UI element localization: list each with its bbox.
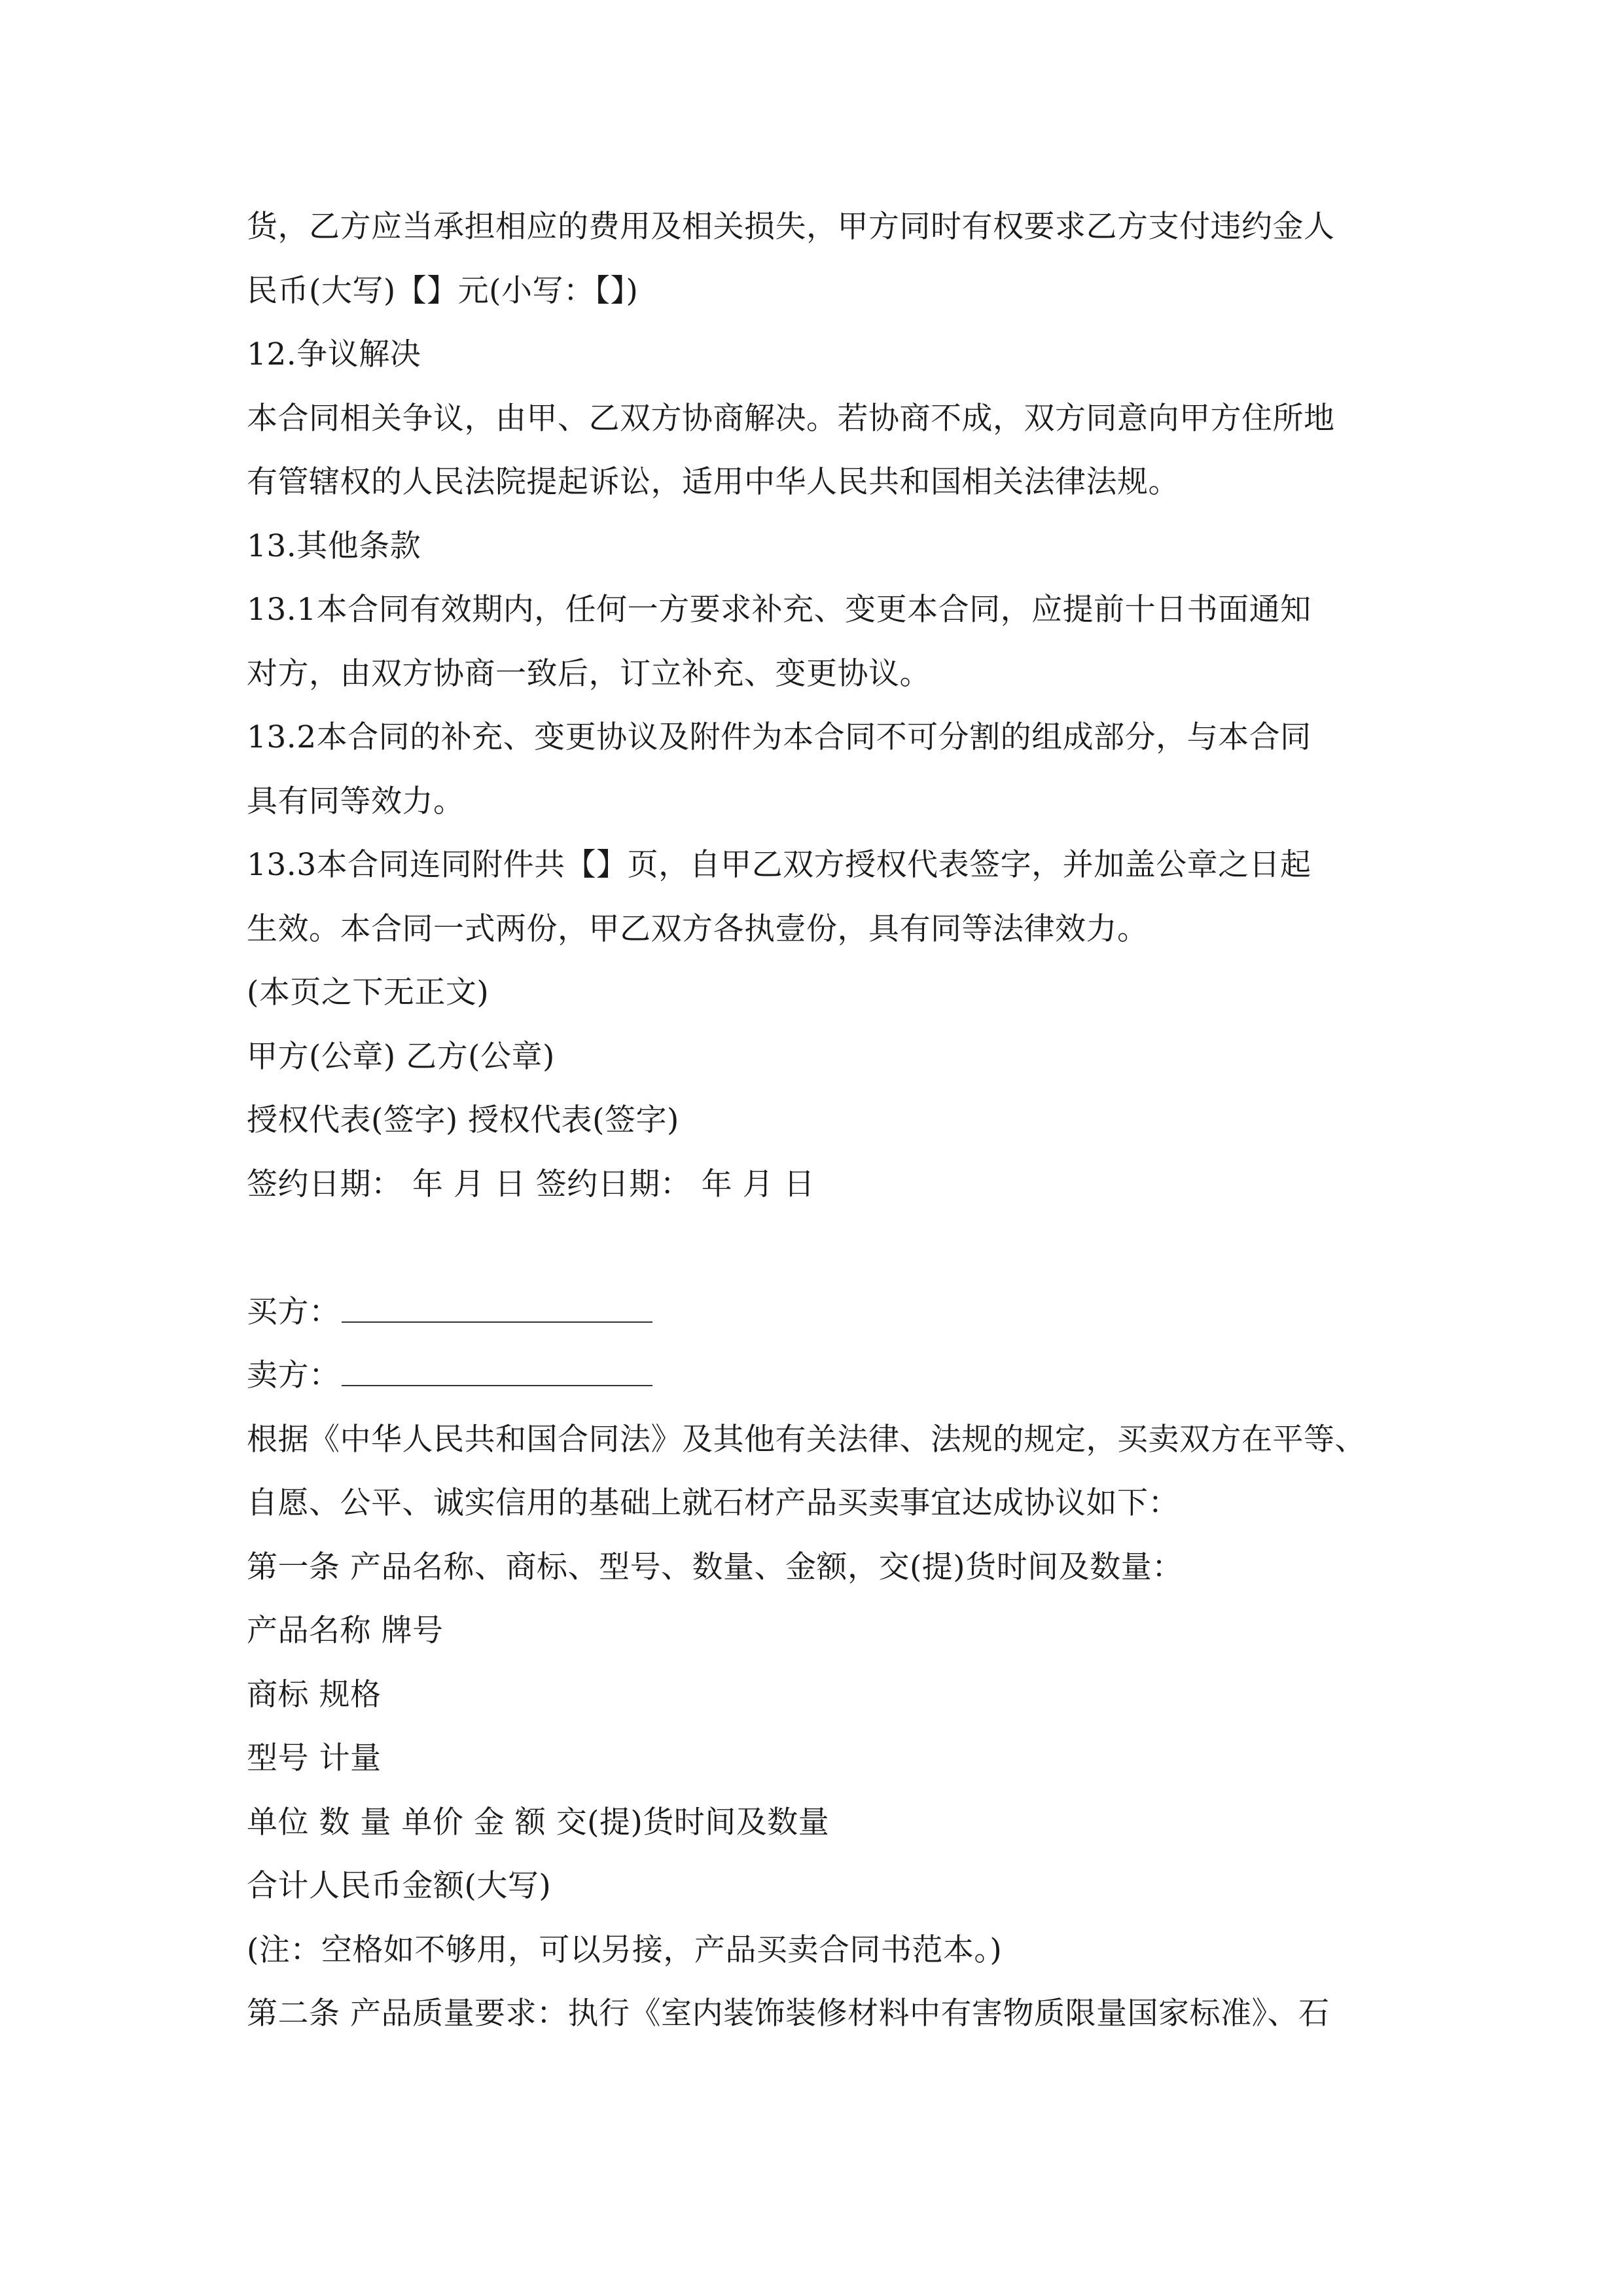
- text-line: 对方，由双方协商一致后，订立补充、变更协议。: [247, 655, 931, 692]
- seal-line: 甲方(公章) 乙方(公章): [247, 1038, 555, 1075]
- seller-blank-field: [342, 1385, 652, 1386]
- text-line: 13.3本合同连同附件共【】页，自甲乙双方授权代表签字，并加盖公章之日起: [247, 847, 1311, 883]
- blank-gap: [247, 1216, 1385, 1280]
- document-page: [247, 195, 1385, 2046]
- buyer-label: 买方：: [247, 1293, 340, 1330]
- seller-label: 卖方：: [247, 1357, 340, 1393]
- note-line: (注：空格如不够用，可以另接，产品买卖合同书范本。): [247, 1931, 1003, 1968]
- section-heading: 13.其他条款: [247, 528, 421, 564]
- section-heading: 12.争议解决: [247, 336, 421, 372]
- seller-row: [247, 1344, 1385, 1408]
- text-line: 合计人民币金额(大写): [247, 1868, 552, 1904]
- buyer-blank-field: [342, 1321, 652, 1323]
- buyer-row: [247, 1280, 1385, 1344]
- text-line: 具有同等效力。: [247, 783, 465, 819]
- text-line: 货，乙方应当承担相应的费用及相关损失，甲方同时有权要求乙方支付违约金人: [247, 209, 1335, 245]
- sign-date-line: 签约日期： 年 月 日 签约日期： 年 月 日: [247, 1166, 815, 1202]
- text-line: 13.1本合同有效期内，任何一方要求补充、变更本合同，应提前十日书面通知: [247, 592, 1311, 628]
- text-line: 民币(大写)【】元(小写：【】): [247, 272, 639, 309]
- article-heading: 第一条 产品名称、商标、型号、数量、金额，交(提)货时间及数量：: [247, 1549, 1183, 1585]
- text-line: 生效。本合同一式两份，甲乙双方各执壹份，具有同等法律效力。: [247, 910, 1149, 947]
- text-line: 商标 规格: [247, 1676, 382, 1713]
- text-line: (本页之下无正文): [247, 975, 490, 1011]
- text-line: 产品名称 牌号: [247, 1613, 444, 1649]
- text-line: 本合同相关争议，由甲、乙双方协商解决。若协商不成，双方同意向甲方住所地: [247, 400, 1335, 437]
- article-heading: 第二条 产品质量要求：执行《室内装饰装修材料中有害物质限量国家标准》、石: [247, 1996, 1330, 2032]
- text-line: 有管辖权的人民法院提起诉讼，适用中华人民共和国相关法律法规。: [247, 464, 1179, 500]
- text-line: 型号 计量: [247, 1740, 382, 1776]
- text-line: 13.2本合同的补充、变更协议及附件为本合同不可分割的组成部分，与本合同: [247, 719, 1311, 755]
- text-line: 根据《中华人民共和国合同法》及其他有关法律、法规的规定，买卖双方在平等、: [247, 1421, 1366, 1458]
- text-line: 自愿、公平、诚实信用的基础上就石材产品买卖事宜达成协议如下：: [247, 1485, 1179, 1521]
- signature-line: 授权代表(签字) 授权代表(签字): [247, 1102, 679, 1138]
- text-line: 单位 数 量 单价 金 额 交(提)货时间及数量: [247, 1804, 830, 1840]
